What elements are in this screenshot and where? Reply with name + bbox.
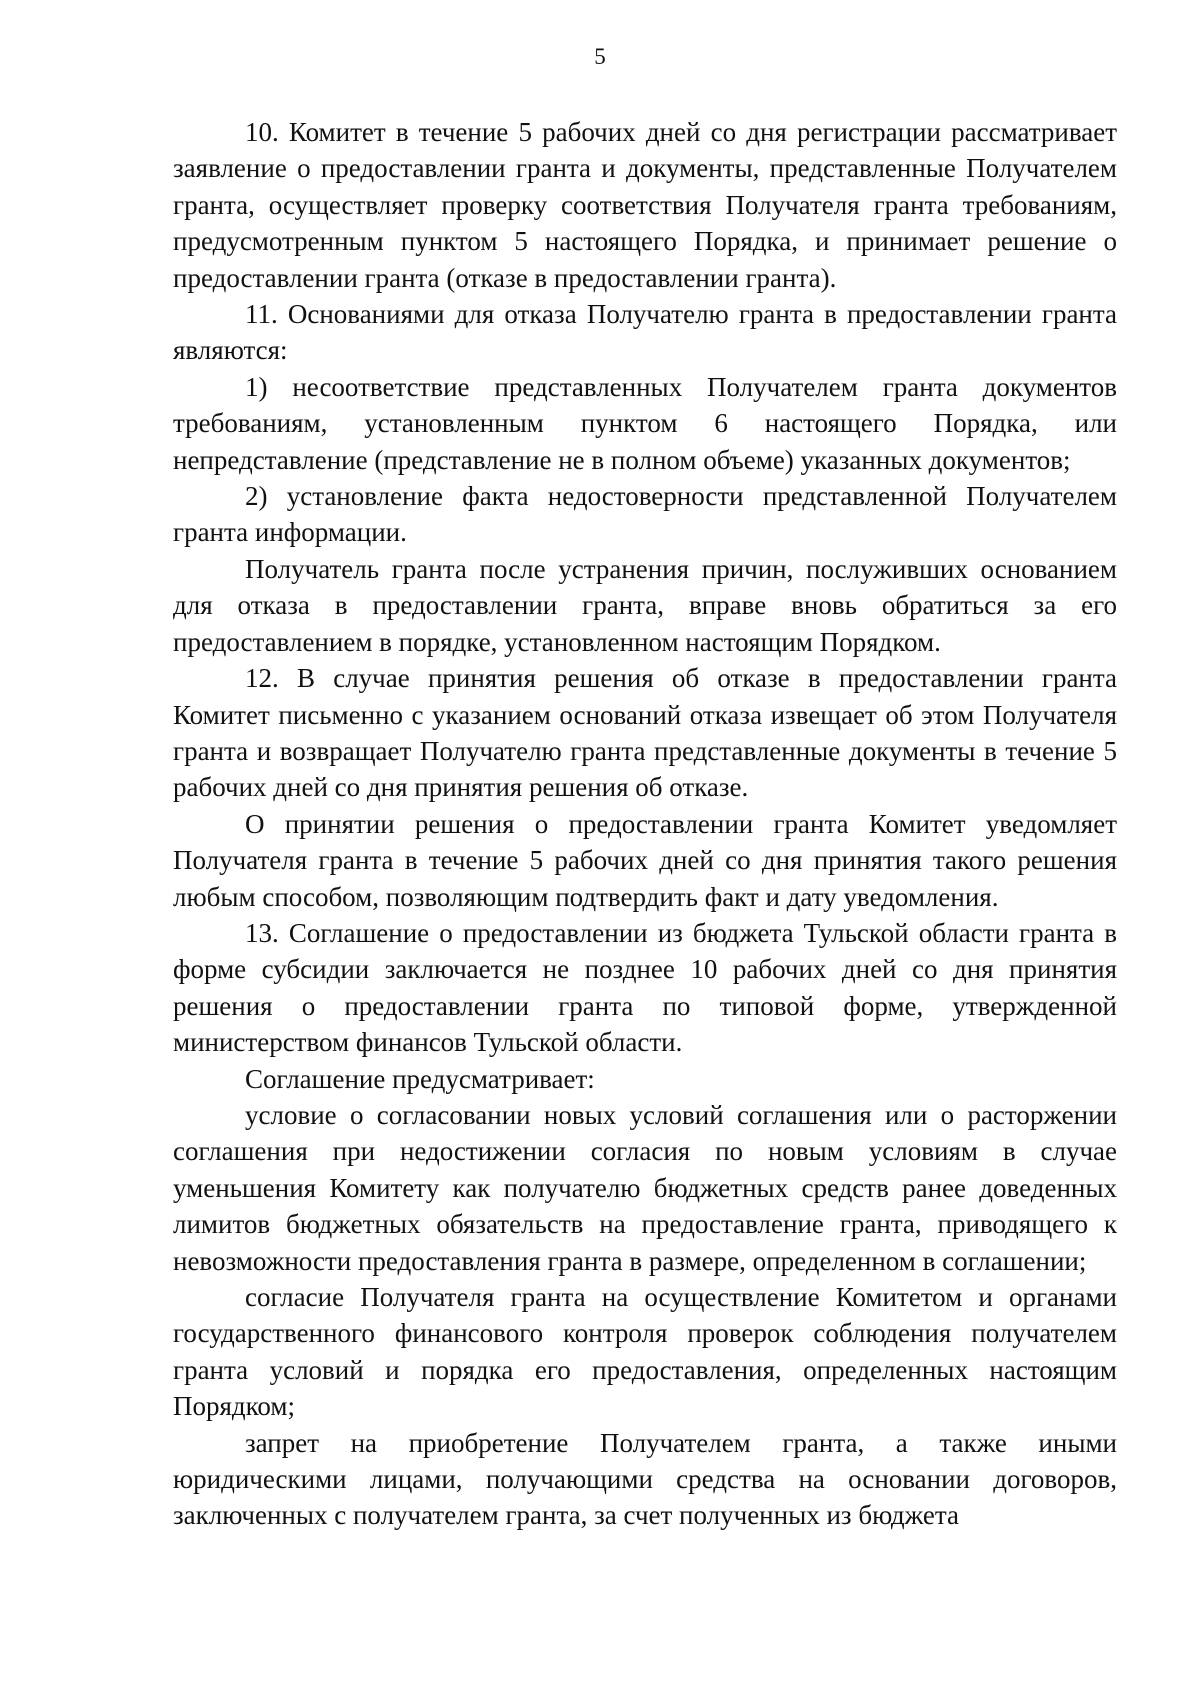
document-body <box>173 114 1117 1534</box>
paragraph-13-condition-limits: условие о согласовании новых условий соглашения или о расторжении соглашения при недостижении согласия по новым условиям в случае уменьшения Комитету как получателю бюджетных средств ранее доведенных лимитов бюджетных обязательств на предоставление гранта, приводящего к невозможности предоставления гранта в размере, определенном в соглашении; <box>173 1099 1117 1276</box>
paragraph-12-notification: О принятии решения о предоставлении гранта Комитет уведомляет Получателя гранта в течение 5 рабочих дней со дня принятия такого решения любым способом, позволяющим подтвердить факт и дату уведомления. <box>173 808 1117 912</box>
page-number: 5 <box>594 44 606 69</box>
paragraph-11: 11. Основаниями для отказа Получателю гранта в предоставлении гранта являются: <box>173 299 1117 366</box>
paragraph-11-item-2: 2) установление факта недостоверности представленной Получателем гранта информации. <box>173 481 1117 548</box>
paragraph-11-reapply: Получатель гранта после устранения причин, послуживших основанием для отказа в предоставлении гранта, вправе вновь обратиться за его предоставлением в порядке, установленном настоящим Порядком. <box>173 553 1117 657</box>
paragraph-13: 13. Соглашение о предоставлении из бюджета Тульской области гранта в форме субсидии заключается не позднее 10 рабочих дней со дня принятия решения о предоставлении гранта по типовой форме, утвержденной министерством финансов Тульской области. <box>173 917 1117 1058</box>
paragraph-12: 12. В случае принятия решения об отказе в предоставлении гранта Комитет письменно с указанием оснований отказа извещает об этом Получателя гранта и возвращает Получателю гранта представленные документы в течение 5 рабочих дней со дня принятия решения об отказе. <box>173 663 1117 803</box>
paragraph-11-item-1: 1) несоответствие представленных Получателем гранта документов требованиям, установленным пунктом 6 настоящего Порядка, или непредставление (представление не в полном объеме) указанных документов; <box>173 371 1117 475</box>
paragraph-13-agreement-intro: Соглашение предусматривает: <box>245 1063 595 1094</box>
paragraph-10: 10. Комитет в течение 5 рабочих дней со дня регистрации рассматривает заявление о предоставлении гранта и документы, представленные Получателем гранта, осуществляет проверку соответствия Получателя гранта требованиям, предусмотренным пунктом 5 настоящего Порядка, и принимает решение о предоставлении гранта (отказе в предоставлении гранта). <box>173 117 1117 293</box>
paragraph-13-condition-prohibition: запрет на приобретение Получателем гранта, а также иными юридическими лицами, получающими средства на основании договоров, заключенных с получателем гранта, за счет полученных из бюджета <box>173 1427 1117 1531</box>
paragraph-13-condition-consent: согласие Получателя гранта на осуществление Комитетом и органами государственного финансового контроля проверок соблюдения получателем гранта условий и порядка его предоставления, определенных настоящим Порядком; <box>173 1282 1117 1422</box>
